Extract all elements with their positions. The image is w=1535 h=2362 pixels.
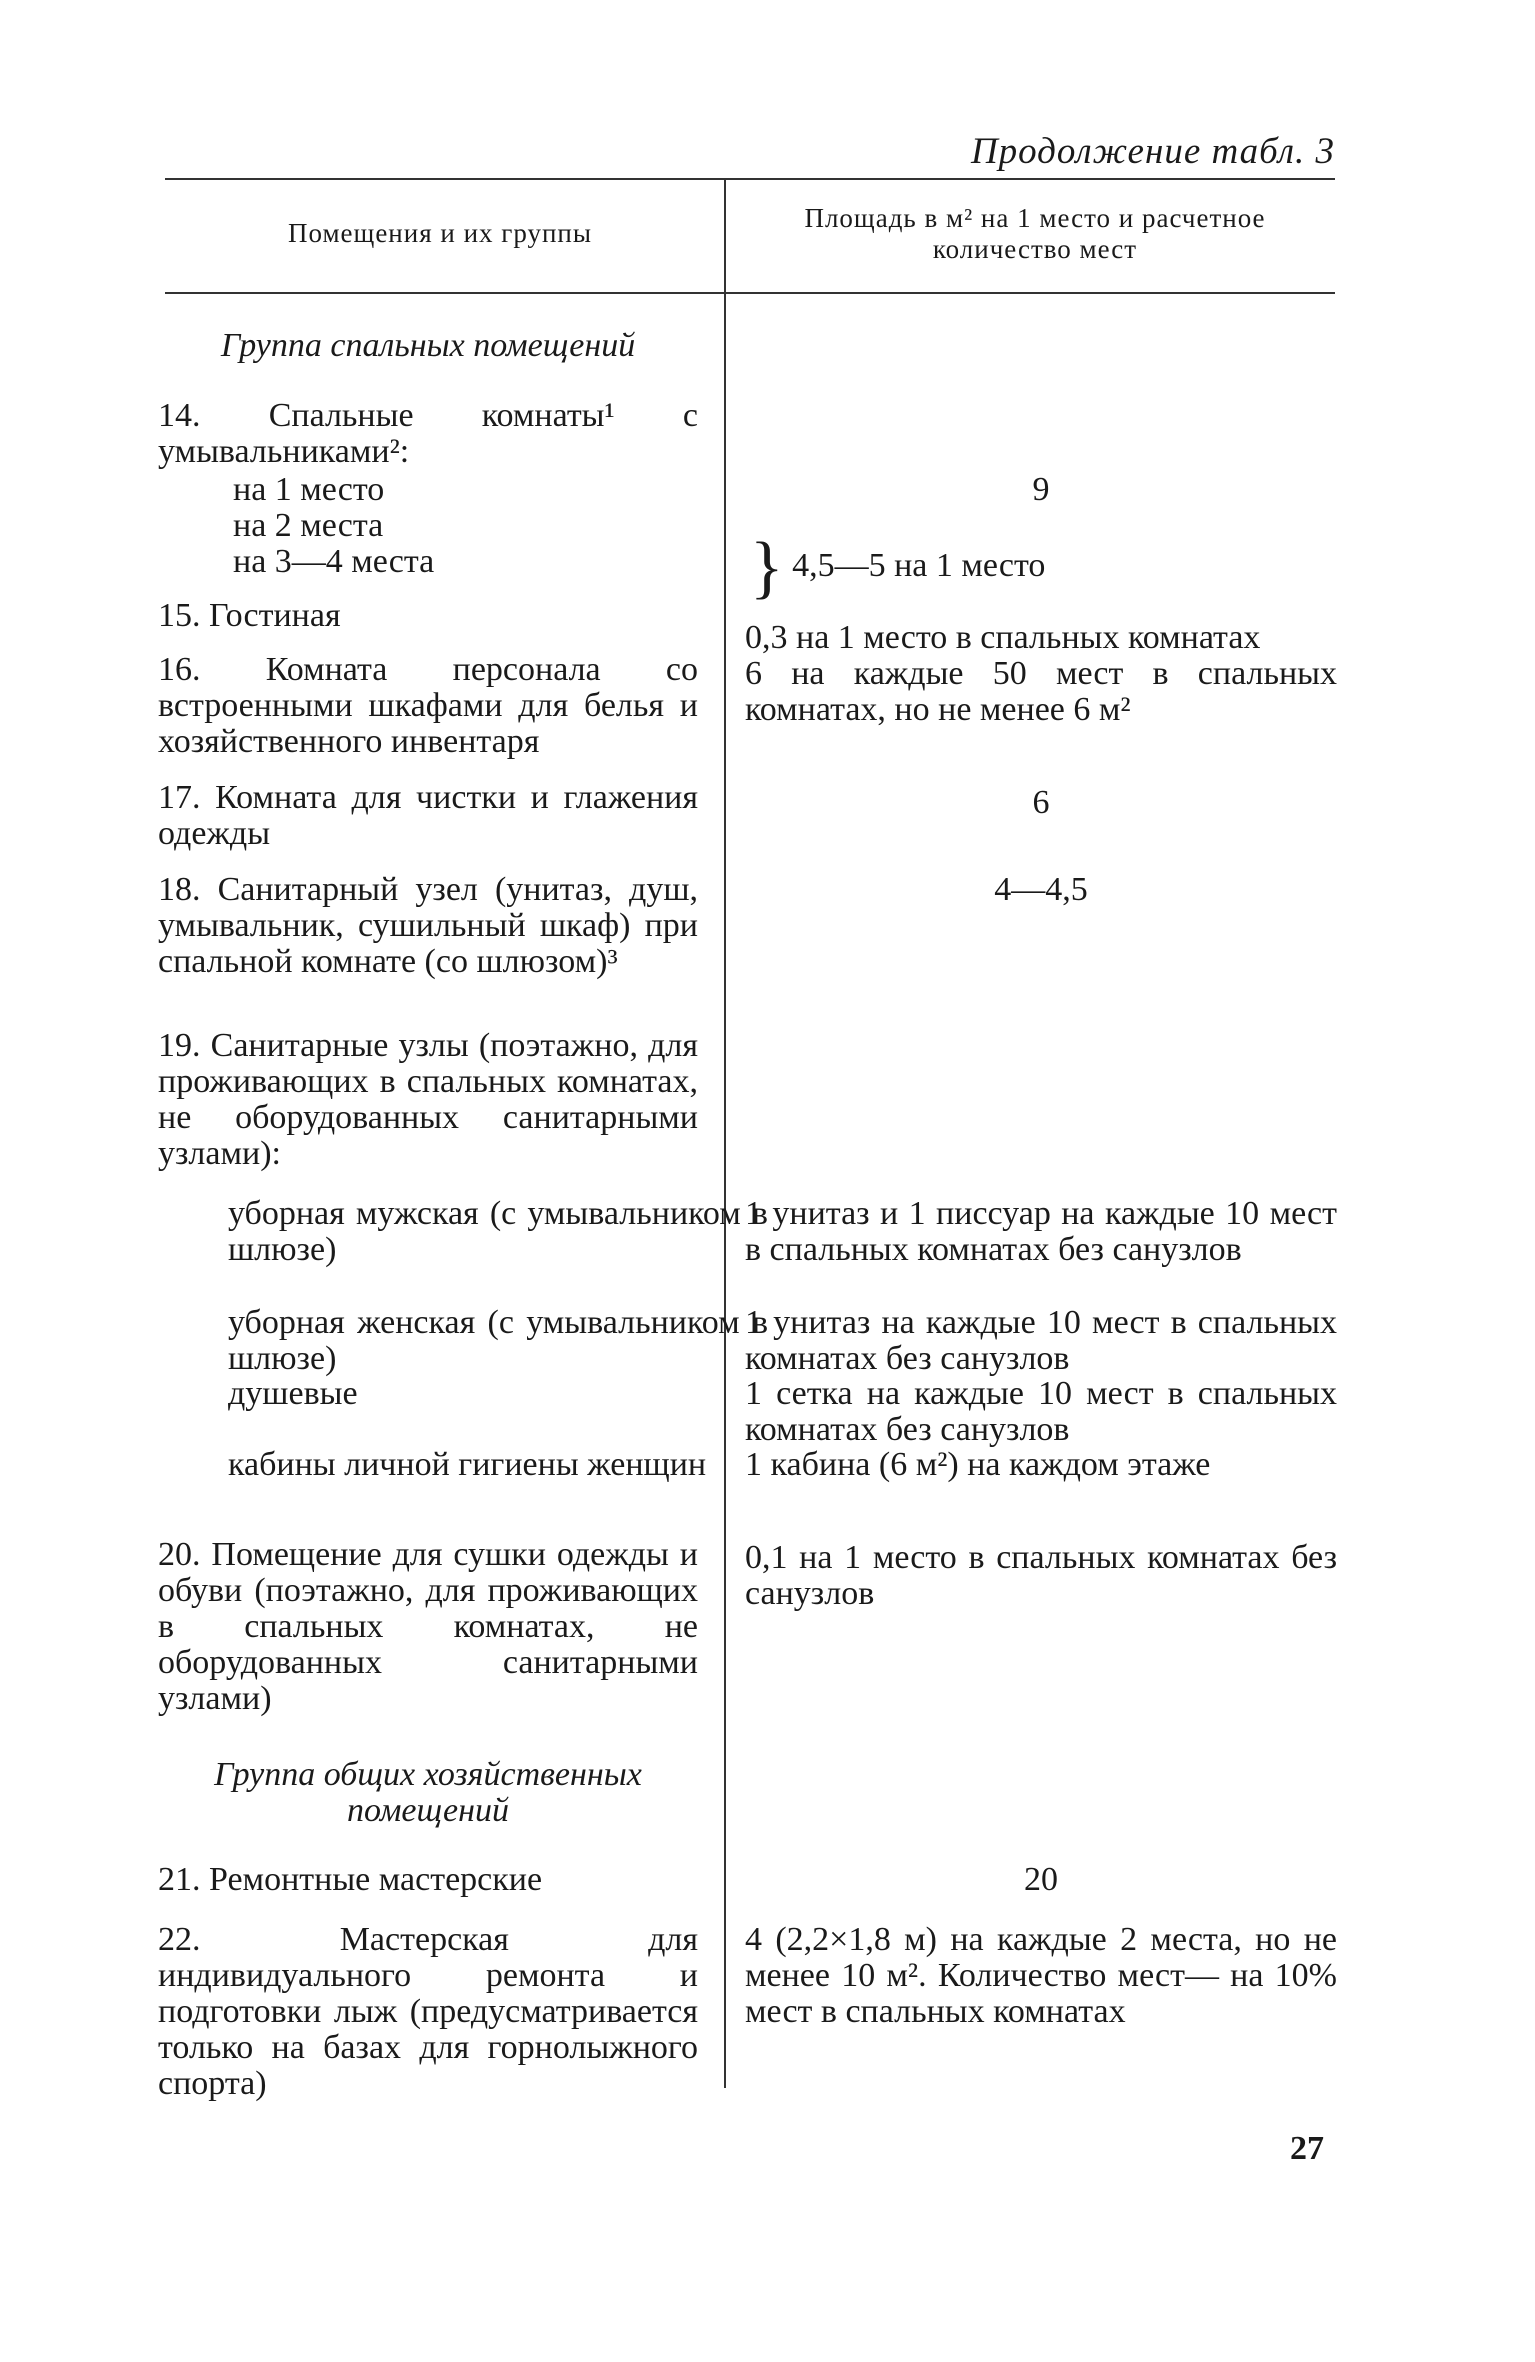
item-19-value-2: 1 унитаз на каждые 10 мест в спальных комнатах без санузлов: [745, 1304, 1337, 1377]
header-top-rule: [165, 178, 1335, 180]
item-15-title: 15. Гостиная: [158, 597, 341, 634]
item-17-value: 6: [1032, 784, 1050, 821]
column-header-left: Помещения и их группы: [287, 218, 593, 248]
item-14-value-2-3: 4,5—5 на 1 место: [792, 546, 1046, 584]
item-21-title: 21. Ремонтные мастерские: [158, 1861, 543, 1898]
header-bottom-rule: [165, 292, 1335, 294]
group-title-household: Группа общих хозяйственных помещений: [214, 1756, 642, 1829]
item-21-value: 20: [1024, 1861, 1058, 1898]
item-14-sub-2: на 2 места: [233, 507, 384, 544]
column-header-right: Площадь в м² на 1 место и расчетное количество мест: [804, 203, 1266, 264]
item-20-value: 0,1 на 1 место в спальных комнатах без санузлов: [745, 1539, 1337, 1612]
item-17-title: 17. Комната для чистки и глажения одежды: [158, 779, 698, 852]
item-14-title: 14. Спальные комнаты¹ с умывальниками²:: [158, 397, 698, 470]
item-19-value-4: 1 кабина (6 м²) на каждом этаже: [745, 1446, 1211, 1483]
item-19-title: 19. Санитарные узлы (поэтажно, для проживающих в спальных комнатах, не оборудованных санитарными узлами):: [158, 1027, 698, 1172]
item-19-sub-4: кабины личной гигиены женщин: [228, 1446, 707, 1483]
item-19-value-3: 1 сетка на каждые 10 мест в спальных комнатах без санузлов: [745, 1375, 1337, 1448]
item-18-title: 18. Санитарный узел (унитаз, душ, умывальник, сушильный шкаф) при спальной комнате (со шлюзом)³: [158, 871, 698, 980]
item-20-title: 20. Помещение для сушки одежды и обуви (поэтажно, для проживающих в спальных комнатах, не оборудованных санитарными узлами): [158, 1536, 698, 1717]
item-15-value: 0,3 на 1 место в спальных комнатах: [745, 619, 1261, 656]
item-16-value: 6 на каждые 50 мест в спальных комнатах, но не менее 6 м²: [745, 655, 1337, 728]
item-19-sub-3: душевые: [228, 1375, 358, 1412]
item-14-value-1: 9: [1032, 471, 1050, 508]
page-number: 27: [1290, 2130, 1324, 2167]
item-18-value: 4—4,5: [994, 871, 1088, 908]
item-14-sub-3: на 3—4 места: [233, 543, 435, 580]
group-title-sleeping: Группа спальных помещений: [220, 327, 636, 364]
item-14-sub-1: на 1 место: [233, 471, 385, 508]
item-16-title: 16. Комната персонала со встроенными шкафами для белья и хозяйственного инвентаря: [158, 651, 698, 760]
item-19-value-1: 1 унитаз и 1 писсуар на каждые 10 мест в спальных комнатах без санузлов: [745, 1195, 1337, 1268]
column-divider: [724, 178, 726, 2088]
item-14-brace-group: [750, 529, 1046, 606]
item-22-value: 4 (2,2×1,8 м) на каждые 2 места, но не менее 10 м². Количество мест— на 10% мест в спальных комнатах: [745, 1921, 1337, 2030]
table-continuation-label: Продолжение табл. 3: [970, 131, 1335, 172]
item-22-title: 22. Мастерская для индивидуального ремонта и подготовки лыж (предусматривается только на базах для горнолыжного спорта): [158, 1921, 698, 2102]
item-19-sub-2: уборная женская (с умывальником в шлюзе): [228, 1304, 768, 1377]
item-19-sub-1: уборная мужская (с умывальником в шлюзе): [228, 1195, 768, 1268]
brace-symbol: }: [750, 529, 784, 606]
